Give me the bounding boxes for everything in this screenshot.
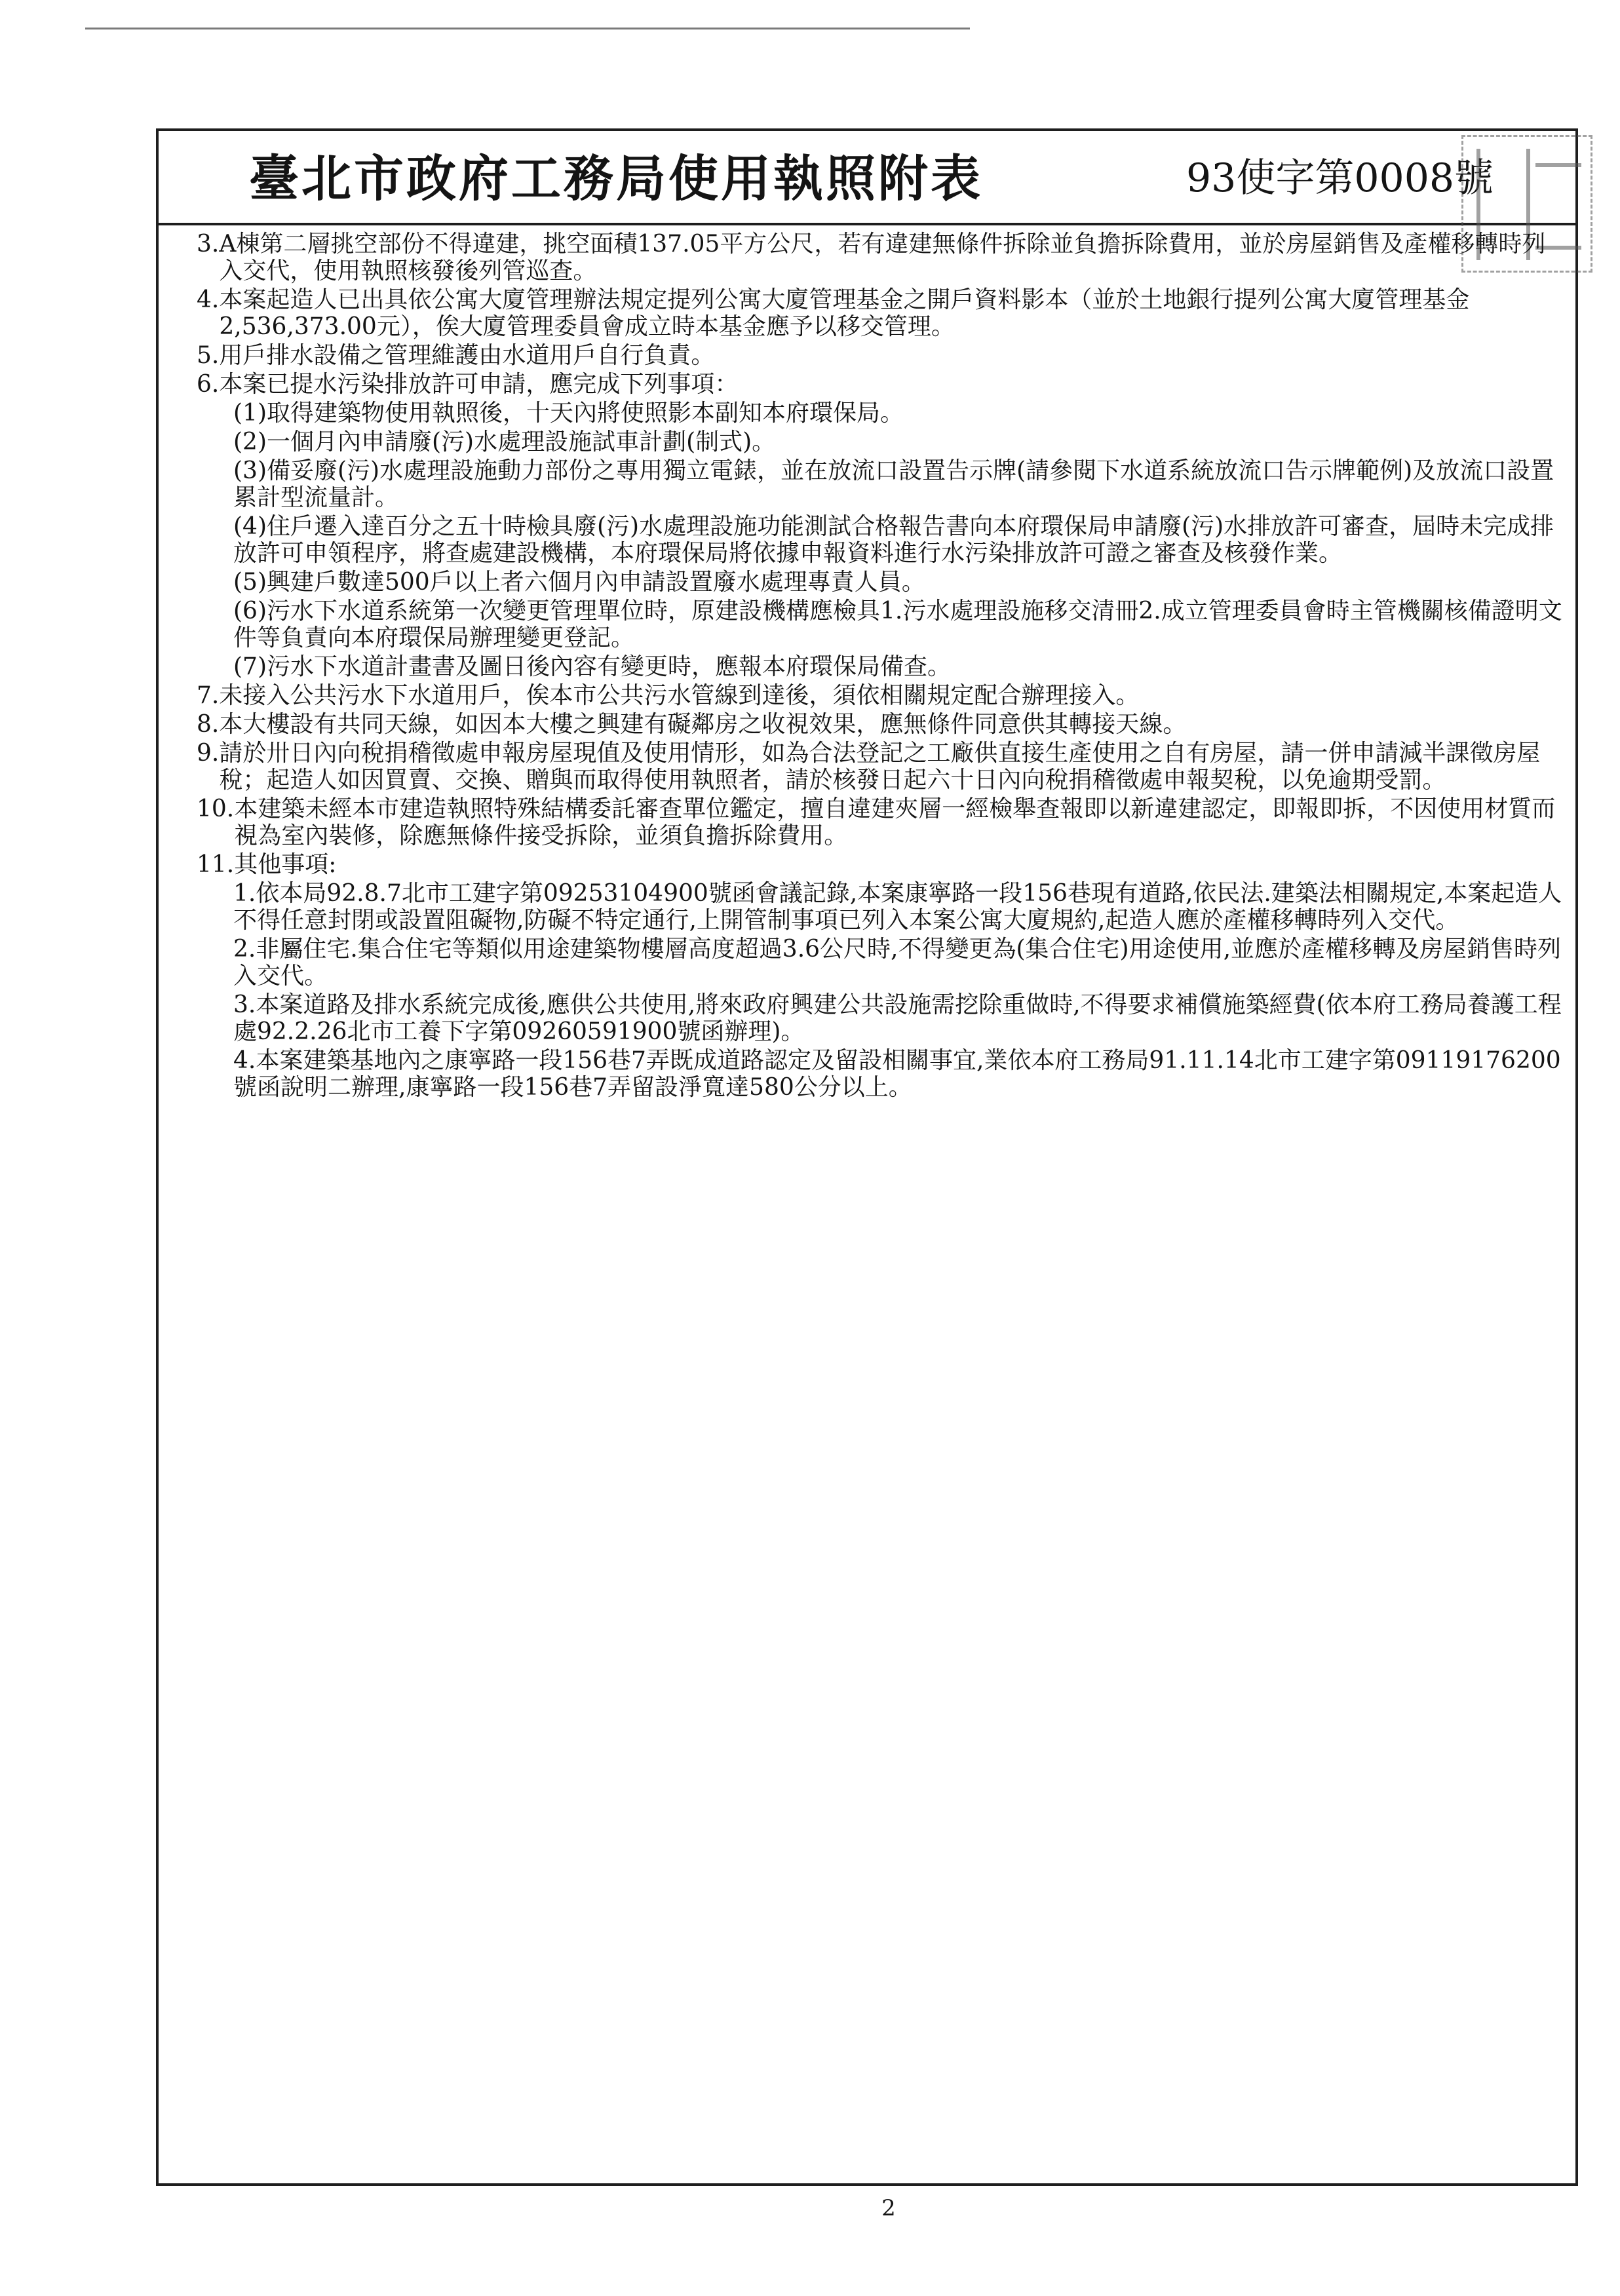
sub-item: (2)一個月內申請廢(污)水處理設施試車計劃(制式)。 (233, 429, 776, 455)
list-item (197, 342, 1566, 369)
sub-item: (1)取得建築物使用執照後，十天內將使照影本副知本府環保局。 (233, 400, 904, 427)
item-number: 5. (197, 342, 220, 369)
sub-item: (7)污水下水道計畫書及圖日後內容有變更時，應報本府環保局備查。 (233, 653, 951, 680)
list-item (197, 795, 1566, 849)
list-item (197, 851, 1566, 878)
item-number: 8. (197, 711, 220, 738)
document-title: 臺北市政府工務局使用執照附表 (249, 149, 983, 208)
sub-item: 2.非屬住宅.集合住宅等類似用途建築物樓層高度超過3.6公尺時,不得變更為(集合住宅)用途使用,並應於產權移轉及房屋銷售時列入交代。 (233, 936, 1562, 989)
scan-edge-line (85, 28, 970, 29)
item-number: 6. (197, 371, 220, 398)
sub-item: 3.本案道路及排水系統完成後,應供公共使用,將來政府興建公共設施需挖除重做時,不得要求補償施築經費(依本府工務局養護工程處92.2.26北市工養下字第09260591900號函辦理)。 (233, 991, 1562, 1045)
list-item (197, 740, 1566, 794)
item-text: 用戶排水設備之管理維護由水道用戶自行負責。 (219, 342, 715, 369)
item-text: A棟第二層挑空部份不得違建，挑空面積137.05平方公尺，若有違建無條件拆除並負擔拆除費用，並於房屋銷售及產權移轉時列入交代，使用執照核發後列管巡查。 (219, 231, 1546, 284)
list-item (197, 371, 1566, 398)
item-number: 7. (197, 682, 220, 709)
item-text: 本大樓設有共同天線，如因本大樓之興建有礙鄰房之收視效果，應無條件同意供其轉接天線。 (219, 711, 1187, 738)
list-item (197, 682, 1566, 709)
sub-item: (4)住戶遷入達百分之五十時檢具廢(污)水處理設施功能測試合格報告書向本府環保局申請廢(污)水排放許可審查，屆時未完成排放許可申領程序，將查處建設機構，本府環保局將依據申報資料進行水污染排放許可證之審查及核發作業。 (233, 513, 1554, 567)
item-text: 本案起造人已出具依公寓大廈管理辦法規定提列公寓大廈管理基金之開戶資料影本（並於土地銀行提列公寓大廈管理基金2,536,373.00元），俟大廈管理委員會成立時本基金應予以移交管理。 (219, 286, 1470, 340)
sub-item: 1.依本局92.8.7北市工建字第09253104900號函會議記錄,本案康寧路一段156巷現有道路,依民法.建築法相關規定,本案起造人不得任意封閉或設置阻礙物,防礙不特定通行,上開管制事項已列入本案公寓大廈規約,起造人應於產權移轉時列入交代。 (233, 880, 1562, 934)
list-item (197, 231, 1566, 284)
item-text: 本案已提水污染排放許可申請，應完成下列事項： (219, 371, 739, 398)
item-number: 4. (197, 286, 220, 313)
document-body (197, 231, 1566, 1101)
list-item (197, 711, 1566, 738)
license-number: 93使字第0008號 (1186, 155, 1494, 201)
item-text: 請於卅日內向稅捐稽徵處申報房屋現值及使用情形，如為合法登記之工廠供直接生產使用之自有房屋，請一併申請減半課徵房屋稅；起造人如因買賣、交換、贈與而取得使用執照者，請於核發日起六十日內向稅捐稽徵處申報契稅，以免逾期受罰。 (219, 740, 1541, 794)
sub-item: 4.本案建築基地內之康寧路一段156巷7弄既成道路認定及留設相關事宜,業依本府工務局91.11.14北市工建字第09119176200號函說明二辦理,康寧路一段156巷7弄留設淨寬達580公分以上。 (233, 1047, 1561, 1101)
sub-item: (3)備妥廢(污)水處理設施動力部份之專用獨立電錶，並在放流口設置告示牌(請參閱下水道系統放流口告示牌範例)及放流口設置累計型流量計。 (233, 457, 1554, 511)
header-divider (156, 223, 1578, 225)
item-text: 其他事項: (234, 851, 337, 878)
item-number: 9. (197, 740, 220, 767)
item-number: 11. (197, 851, 235, 878)
item-text: 本建築未經本市建造執照特殊結構委託審查單位鑑定，擅自違建夾層一經檢舉查報即以新違建認定，即報即拆，不因使用材質而視為室內裝修，除應無條件接受拆除，並須負擔拆除費用。 (234, 795, 1556, 849)
page-number: 2 (881, 2195, 896, 2221)
item-number: 10. (197, 795, 235, 822)
list-item (197, 286, 1566, 340)
item-number: 3. (197, 231, 220, 258)
item-text: 未接入公共污水下水道用戶，俟本市公共污水管線到達後，須依相關規定配合辦理接入。 (219, 682, 1140, 709)
sub-item: (6)污水下水道系統第一次變更管理單位時，原建設機構應檢具1.污水處理設施移交清冊2.成立管理委員會時主管機關核備證明文件等負責向本府環保局辦理變更登記。 (233, 598, 1562, 651)
sub-item: (5)興建戶數達500戶以上者六個月內申請設置廢水處理專責人員。 (233, 569, 925, 596)
